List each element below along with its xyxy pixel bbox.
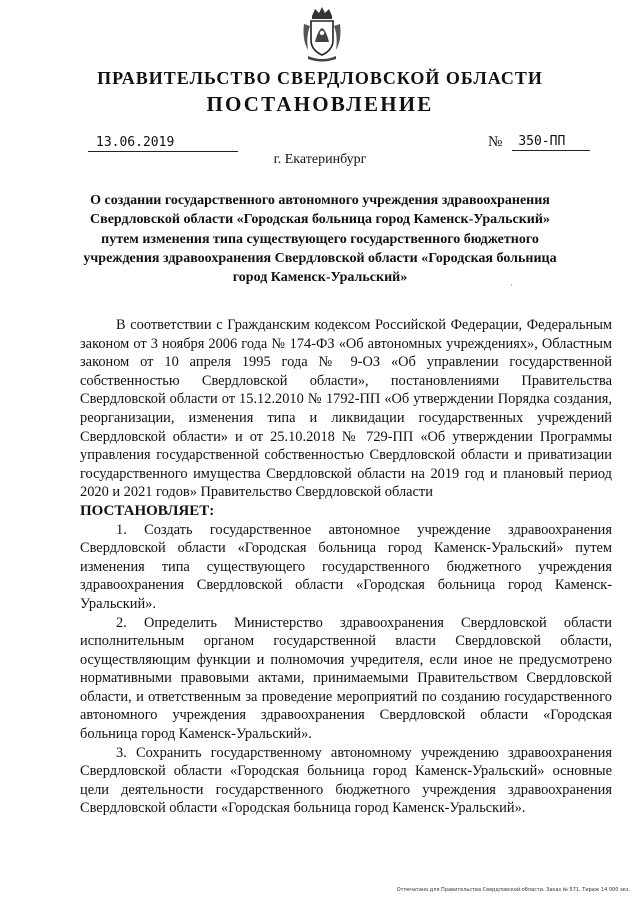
clause-1: 1. Создать государственное автономное учреждение здравоохранения Свердловской области «Городская больница город Каменск-Уральский» путем изменения типа существующего государственного бюджетного учреждения здравоохранения Свердловской области «Городская больница город Каменск-Уральский». — [80, 521, 612, 612]
decree-number: 350-ПП — [512, 134, 590, 151]
document-type: ПОСТАНОВЛЕНИЕ — [206, 92, 434, 116]
number-sign: № — [488, 134, 503, 150]
clause-3: 3. Сохранить государственному автономному учреждению здравоохранения Свердловской области «Городская больница город Каменск-Уральский» основные цели деятельности государственного бюджетного учреждения здравоохранения Свердловской области «Городская больница город Каменск-Уральский». — [80, 744, 612, 817]
print-footer: Отпечатано для Правительства Свердловской области. Заказ № 571. Тираж 14 000 экз. — [396, 887, 630, 893]
decree-body — [80, 316, 612, 818]
coat-of-arms-icon — [300, 6, 344, 64]
decree-number-block — [488, 134, 590, 151]
decree-title: О создании государственного автономного учреждения здравоохранения Свердловской области «Городская больница город Каменск-Уральский» путем изменения типа существующего государственного бюджетного учреждения здравоохранения Свердловской области «Городская больница город Каменск-Уральский» — [83, 193, 557, 286]
clause-2: 2. Определить Министерство здравоохранения Свердловской области исполнительным органом государственной власти Свердловской области, осуществляющим функции и полномочия учредителя, если иное не предусмотрено нормативными правовыми актами, принимаемыми Правительством Свердловской области, и ответственным за проведение мероприятий по созданию государственного автономного учреждения здравоохранения Свердловской области «Городская больница город Каменск-Уральский». — [80, 614, 612, 743]
government-name: ПРАВИТЕЛЬСТВО СВЕРДЛОВСКОЙ ОБЛАСТИ — [97, 68, 543, 88]
resolves-heading: ПОСТАНОВЛЯЕТ: — [80, 502, 215, 519]
city: г. Екатеринбург — [273, 152, 367, 167]
preamble-paragraph: В соответствии с Гражданским кодексом Российской Федерации, Федеральным законом от 3 ноября 2006 года № 174-ФЗ «Об автономных учреждениях», Областным законом от 10 апреля 1995 года № 9-ОЗ «Об управлении государственной собственностью Свердловской области», постановлениями Правительства Свердловской области от 15.12.2010 № 1792-ПП «Об утверждении Порядка создания, реорганизации, изменения типа и ликвидации государственных учреждений Свердловской области» и от 25.10.2018 № 729-ПП «Об утверждении Программы управления государственной собственностью Свердловской области и приватизации государственного имущества Свердловской области на 2019 год и плановый период 2020 и 2021 годов» Правительство Свердловской области — [80, 317, 612, 501]
stray-mark: · — [510, 280, 513, 290]
decree-date: 13.06.2019 — [88, 135, 238, 152]
